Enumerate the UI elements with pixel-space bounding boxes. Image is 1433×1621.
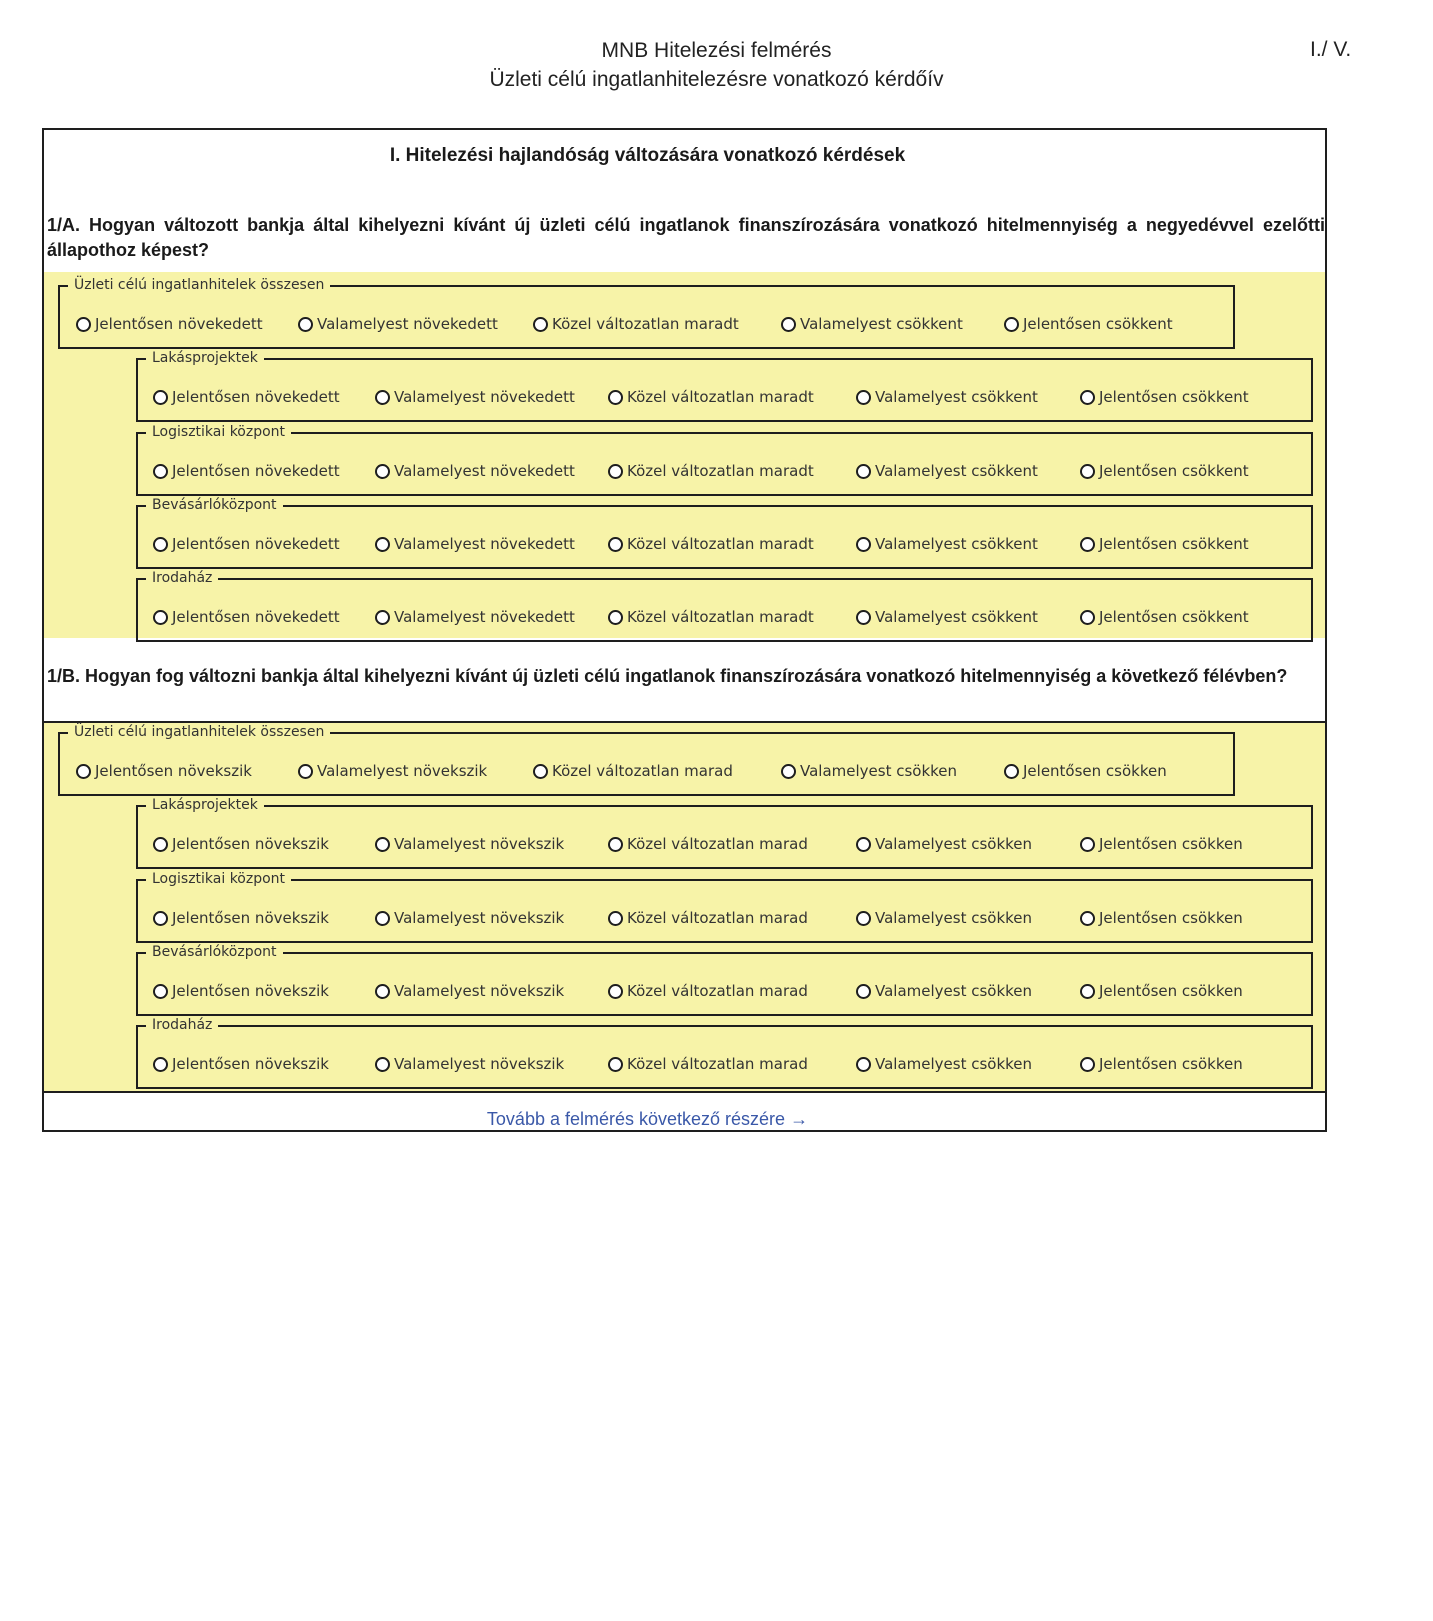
radio-option[interactable] (153, 608, 340, 626)
radio-option-label: Közel változatlan maradt (552, 315, 739, 333)
radio-option-label: Jelentősen növekszik (172, 982, 329, 1000)
radio-option[interactable] (375, 608, 575, 626)
group-label: Irodaház (146, 1017, 218, 1033)
q1b-group-irodahaz (136, 1017, 1313, 1089)
radio-button[interactable] (781, 317, 796, 332)
q1a-group-irodahaz (136, 570, 1313, 642)
radio-option-label: Valamelyest növekszik (394, 835, 565, 853)
radio-button[interactable] (1080, 911, 1095, 926)
radio-option[interactable] (608, 462, 814, 480)
radio-option-label: Jelentősen csökken (1099, 835, 1243, 853)
radio-button[interactable] (153, 537, 168, 552)
radio-button[interactable] (153, 837, 168, 852)
radio-button[interactable] (856, 911, 871, 926)
radio-option-label: Jelentősen csökkent (1099, 462, 1249, 480)
radio-option[interactable] (1004, 762, 1167, 780)
radio-option-label: Közel változatlan marad (627, 1055, 808, 1073)
radio-option[interactable] (856, 835, 1032, 853)
radio-option-label: Közel változatlan maradt (627, 535, 814, 553)
radio-button[interactable] (1080, 1057, 1095, 1072)
page-subtitle: Üzleti célú ingatlanhitelezésre vonatkozó kérdőív (489, 68, 944, 91)
radio-option[interactable] (375, 835, 564, 853)
radio-option[interactable] (375, 982, 564, 1000)
radio-button[interactable] (608, 390, 623, 405)
radio-option[interactable] (298, 762, 487, 780)
radio-button[interactable] (1080, 390, 1095, 405)
radio-option[interactable] (153, 982, 329, 1000)
q1a-group-logisztikai-kozpont (136, 424, 1313, 496)
group-label: Irodaház (146, 570, 218, 586)
q1b-group-logisztikai-kozpont (136, 871, 1313, 943)
radio-button[interactable] (1004, 317, 1019, 332)
radio-button[interactable] (781, 764, 796, 779)
radio-option[interactable] (375, 1055, 564, 1073)
radio-option-label: Valamelyest csökkent (875, 388, 1038, 406)
radio-button[interactable] (608, 464, 623, 479)
radio-option-label: Jelentősen csökken (1099, 982, 1243, 1000)
radio-option-label: Jelentősen csökkent (1099, 535, 1249, 553)
q1b-group-lakasprojektek (136, 797, 1313, 869)
radio-button[interactable] (856, 1057, 871, 1072)
radio-option-label: Valamelyest növekszik (394, 1055, 565, 1073)
group-label: Logisztikai központ (146, 424, 291, 440)
radio-option-label: Közel változatlan marad (627, 982, 808, 1000)
radio-button[interactable] (608, 837, 623, 852)
radio-option-label: Valamelyest csökken (875, 982, 1033, 1000)
radio-option[interactable] (608, 835, 808, 853)
radio-option[interactable] (608, 982, 808, 1000)
radio-option[interactable] (608, 909, 808, 927)
radio-button[interactable] (856, 610, 871, 625)
radio-option-label: Valamelyest csökkent (800, 315, 963, 333)
radio-button[interactable] (153, 1057, 168, 1072)
radio-option[interactable] (533, 762, 733, 780)
radio-option[interactable] (76, 762, 252, 780)
radio-option-label: Valamelyest növekedett (394, 608, 575, 626)
radio-option[interactable] (1080, 835, 1243, 853)
question-1b-text: 1/B. Hogyan fog változni bankja által kihelyezni kívánt új üzleti célú ingatlanok finanszírozására vonatkozó hitelmennyiség a következő félévben? (47, 666, 1288, 686)
radio-button[interactable] (153, 911, 168, 926)
radio-option-label: Valamelyest csökkent (875, 608, 1038, 626)
radio-button[interactable] (1080, 984, 1095, 999)
radio-button[interactable] (76, 317, 91, 332)
radio-option-label: Valamelyest növekszik (394, 909, 565, 927)
radio-option[interactable] (153, 462, 340, 480)
radio-option-label: Valamelyest csökken (875, 909, 1033, 927)
radio-option[interactable] (1080, 982, 1243, 1000)
radio-option-label: Valamelyest növekedett (317, 315, 498, 333)
radio-button[interactable] (856, 537, 871, 552)
radio-button[interactable] (153, 984, 168, 999)
radio-button[interactable] (608, 537, 623, 552)
radio-option-label: Jelentősen növekedett (172, 535, 340, 553)
q1b-group-bevasarlokozpont (136, 944, 1313, 1016)
group-label: Üzleti célú ingatlanhitelek összesen (68, 277, 330, 293)
radio-option[interactable] (375, 535, 575, 553)
radio-option[interactable] (856, 462, 1038, 480)
radio-option-label: Közel változatlan maradt (627, 608, 814, 626)
radio-option[interactable] (1080, 608, 1249, 626)
radio-option[interactable] (76, 315, 263, 333)
radio-option-label: Jelentősen növekedett (95, 315, 263, 333)
radio-option[interactable] (856, 982, 1032, 1000)
radio-option-label: Valamelyest csökken (875, 835, 1033, 853)
radio-option-label: Jelentősen növekszik (172, 835, 329, 853)
radio-option[interactable] (608, 535, 814, 553)
radio-option[interactable] (153, 535, 340, 553)
radio-option[interactable] (856, 388, 1038, 406)
radio-button[interactable] (856, 390, 871, 405)
radio-option[interactable] (856, 608, 1038, 626)
radio-button[interactable] (608, 911, 623, 926)
group-label: Bevásárlóközpont (146, 944, 283, 960)
radio-option[interactable] (375, 462, 575, 480)
radio-option-label: Közel változatlan maradt (627, 388, 814, 406)
radio-option[interactable] (533, 315, 739, 333)
group-label: Lakásprojektek (146, 350, 264, 366)
radio-button[interactable] (153, 464, 168, 479)
radio-option[interactable] (608, 1055, 808, 1073)
radio-button[interactable] (298, 764, 313, 779)
radio-option[interactable] (856, 909, 1032, 927)
radio-option-label: Közel változatlan marad (627, 909, 808, 927)
radio-option[interactable] (1004, 315, 1173, 333)
radio-option-label: Jelentősen csökkent (1023, 315, 1173, 333)
next-section-link[interactable]: Tovább a felmérés következő részére → (486, 1109, 809, 1129)
radio-option[interactable] (856, 1055, 1032, 1073)
radio-option-label: Valamelyest növekedett (394, 462, 575, 480)
radio-option[interactable] (608, 608, 814, 626)
radio-option-label: Közel változatlan maradt (627, 462, 814, 480)
radio-button[interactable] (375, 984, 390, 999)
q1b-group-total (58, 724, 1235, 796)
radio-button[interactable] (153, 610, 168, 625)
radio-option[interactable] (608, 388, 814, 406)
q1a-group-total (58, 277, 1235, 349)
radio-button[interactable] (375, 911, 390, 926)
radio-option[interactable] (153, 1055, 329, 1073)
radio-option-label: Jelentősen növekszik (172, 1055, 329, 1073)
radio-option[interactable] (153, 909, 329, 927)
question-1a-text: 1/A. Hogyan változott bankja által kihelyezni kívánt új üzleti célú ingatlanok finanszírozására vonatkozó hitelmennyiség a negyedévvel ezelőtti állapothoz képest? (47, 215, 1325, 260)
radio-option[interactable] (375, 909, 564, 927)
radio-option-label: Valamelyest csökken (800, 762, 958, 780)
page-indicator: I./ V. (1310, 38, 1352, 61)
radio-option-label: Jelentősen növekedett (172, 388, 340, 406)
radio-option[interactable] (781, 762, 957, 780)
radio-button[interactable] (375, 837, 390, 852)
radio-button[interactable] (1004, 764, 1019, 779)
radio-button[interactable] (375, 390, 390, 405)
radio-button[interactable] (1080, 464, 1095, 479)
q1a-group-bevasarlokozpont (136, 497, 1313, 569)
radio-button[interactable] (608, 1057, 623, 1072)
group-label: Lakásprojektek (146, 797, 264, 813)
radio-button[interactable] (856, 837, 871, 852)
radio-option[interactable] (1080, 535, 1249, 553)
radio-option[interactable] (1080, 1055, 1243, 1073)
radio-button[interactable] (298, 317, 313, 332)
radio-button[interactable] (1080, 837, 1095, 852)
radio-option-label: Közel változatlan marad (627, 835, 808, 853)
radio-option[interactable] (298, 315, 498, 333)
radio-button[interactable] (1080, 537, 1095, 552)
radio-option-label: Valamelyest növekedett (394, 535, 575, 553)
radio-option-label: Valamelyest növekedett (394, 388, 575, 406)
radio-option[interactable] (153, 835, 329, 853)
radio-option-label: Jelentősen csökkent (1099, 608, 1249, 626)
radio-option[interactable] (856, 535, 1038, 553)
group-label: Üzleti célú ingatlanhitelek összesen (68, 724, 330, 740)
page-title: MNB Hitelezési felmérés (601, 39, 832, 62)
radio-option-label: Valamelyest csökken (875, 1055, 1033, 1073)
radio-option-label: Jelentősen növekszik (95, 762, 252, 780)
radio-option-label: Közel változatlan marad (552, 762, 733, 780)
radio-button[interactable] (608, 984, 623, 999)
radio-option-label: Valamelyest csökkent (875, 535, 1038, 553)
radio-button[interactable] (856, 984, 871, 999)
radio-option[interactable] (375, 388, 575, 406)
radio-button[interactable] (76, 764, 91, 779)
radio-button[interactable] (1080, 610, 1095, 625)
group-label: Logisztikai központ (146, 871, 291, 887)
radio-button[interactable] (375, 537, 390, 552)
q1a-group-lakasprojektek (136, 350, 1313, 422)
radio-option[interactable] (1080, 462, 1249, 480)
radio-button[interactable] (856, 464, 871, 479)
radio-option-label: Jelentősen csökken (1099, 1055, 1243, 1073)
radio-button[interactable] (375, 1057, 390, 1072)
radio-option[interactable] (1080, 909, 1243, 927)
radio-option[interactable] (1080, 388, 1249, 406)
section-title: I. Hitelezési hajlandóság változására vonatkozó kérdések (389, 145, 906, 166)
radio-button[interactable] (608, 610, 623, 625)
radio-option-label: Valamelyest csökkent (875, 462, 1038, 480)
radio-option[interactable] (153, 388, 340, 406)
group-label: Bevásárlóközpont (146, 497, 283, 513)
radio-option-label: Jelentősen csökken (1099, 909, 1243, 927)
radio-option-label: Jelentősen csökkent (1099, 388, 1249, 406)
radio-button[interactable] (153, 390, 168, 405)
radio-button[interactable] (533, 764, 548, 779)
radio-option-label: Jelentősen csökken (1023, 762, 1167, 780)
radio-button[interactable] (375, 610, 390, 625)
radio-option-label: Jelentősen növekedett (172, 608, 340, 626)
radio-option-label: Jelentősen növekedett (172, 462, 340, 480)
radio-option-label: Valamelyest növekszik (394, 982, 565, 1000)
radio-button[interactable] (375, 464, 390, 479)
radio-button[interactable] (533, 317, 548, 332)
radio-option-label: Valamelyest növekszik (317, 762, 488, 780)
radio-option[interactable] (781, 315, 963, 333)
radio-option-label: Jelentősen növekszik (172, 909, 329, 927)
